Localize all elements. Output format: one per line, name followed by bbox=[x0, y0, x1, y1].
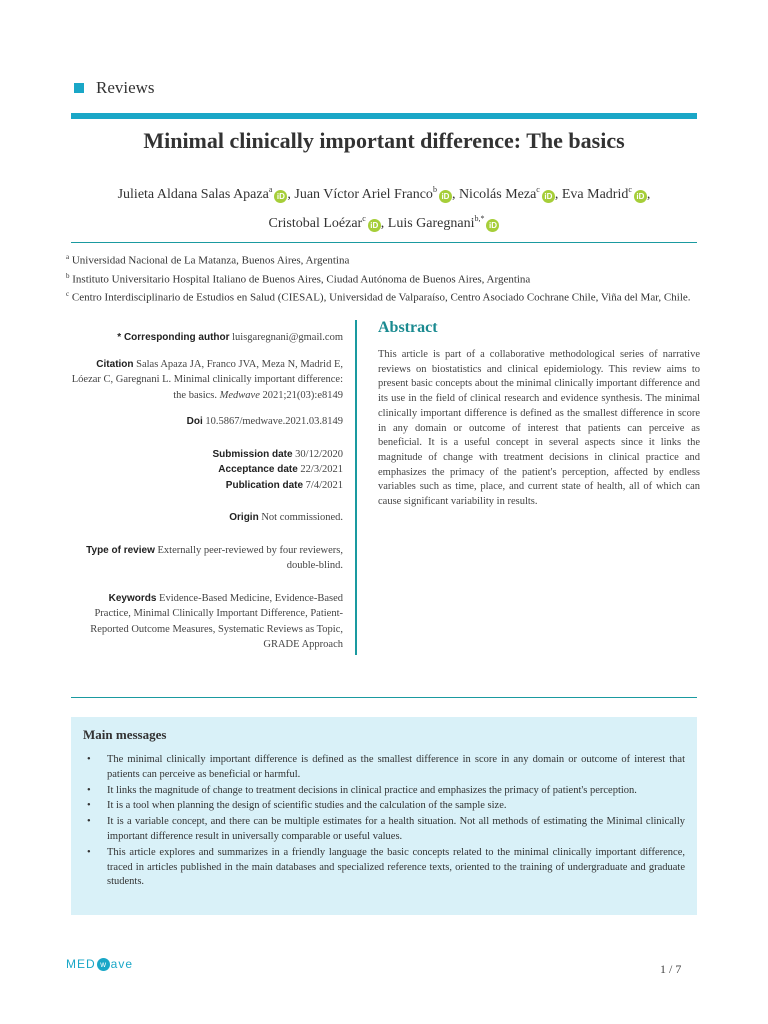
column-divider bbox=[355, 320, 357, 655]
main-message-item: • It is a variable concept, and there can be multiple estimates for a health situation. Not all methods of estimating the Minimal clinically important difference result in universally comparable or useful values. bbox=[87, 816, 685, 842]
abstract-body: This article is part of a collaborative methodological series of narrative reviews on biostatistics and clinical epidemiology. This review aims to present basic concepts about the minimal clinically important difference and its use in the field of clinical research and evidence synthesis. The minimal clinically important difference is defined as the smallest difference in score in any domain or outcome of interest that patients can perceive as beneficial. It is a useful concept in several aspects since it links the magnitude of change with treatment decisions in clinical practice and emphasizes the primacy of the patient's perception, affected by endless variables such as time, place, and current state of health, all of which can cause significant variability in results. bbox=[378, 349, 700, 508]
doi: Doi 10.5867/medwave.2021.03.8149 bbox=[186, 416, 343, 427]
author bbox=[118, 187, 295, 202]
review-type: Type of review Externally peer-reviewed by four reviewers, double-blind. bbox=[86, 544, 343, 571]
citation: Citation Salas Apaza JA, Franco JVA, Meza N, Madrid E, Lóezar C, Garegnani L. Minimal clinically important difference: the basics. Medwave 2021;21(03):e8149 bbox=[71, 358, 343, 401]
submission-date: Submission date 30/12/2020 bbox=[212, 448, 343, 460]
main-message-item: • It is a tool when planning the design of scientific studies and the calculation of the sample size. bbox=[83, 799, 685, 814]
main-messages-box bbox=[71, 717, 697, 915]
author-affiliation-mark: a bbox=[268, 185, 273, 194]
author-separator: , bbox=[646, 187, 651, 202]
author bbox=[269, 216, 388, 231]
article-metadata bbox=[71, 330, 343, 664]
medwave-logo: MED w ave bbox=[66, 957, 134, 971]
orcid-icon[interactable]: iD bbox=[274, 190, 287, 203]
author-affiliation-mark: c bbox=[628, 185, 632, 194]
author-separator: , bbox=[380, 216, 388, 231]
author-affiliation-mark: b,* bbox=[474, 214, 485, 223]
author-affiliation-mark: c bbox=[362, 214, 366, 223]
affiliation: $^c$ Centro Interdisciplinario de Estudios en Salud (CIESAL), Universidad de Valparaíso, Centro Asociado Cochrane Chile, Viña del Mar, Chile. bbox=[66, 290, 691, 304]
bullet-icon: • bbox=[87, 846, 91, 858]
header-rule bbox=[71, 113, 697, 119]
corresponding-author: * Corresponding author luisgaregnani@gmail.com bbox=[117, 332, 343, 343]
orcid-icon[interactable]: iD bbox=[368, 219, 381, 232]
bullet-icon: • bbox=[87, 754, 91, 765]
author-list bbox=[71, 178, 697, 236]
main-message-item: • It links the magnitude of change to treatment decisions in clinical practice and emphasizes the primacy of patient's perception. bbox=[83, 784, 685, 799]
doi-link[interactable]: 10.5867/medwave.2021.03.8149 bbox=[205, 416, 343, 427]
origin: Origin Not commissioned. bbox=[229, 512, 343, 523]
orcid-icon[interactable]: iD bbox=[634, 190, 647, 203]
orcid-icon[interactable]: iD bbox=[542, 190, 555, 203]
author-separator: , bbox=[287, 187, 295, 202]
author bbox=[562, 187, 651, 202]
main-messages-list bbox=[83, 753, 685, 890]
main-messages-heading: Main messages bbox=[83, 727, 167, 742]
main-message-item: • The minimal clinically important difference is defined as the smallest difference in score in any domain or outcome of interest that patients can perceive as beneficial or harmful. bbox=[87, 754, 685, 780]
author-name: Juan Víctor Ariel Franco bbox=[294, 187, 433, 202]
orcid-icon[interactable]: iD bbox=[486, 219, 499, 232]
bullet-icon: • bbox=[87, 784, 91, 796]
section-tag bbox=[74, 78, 155, 98]
section-square-icon bbox=[74, 83, 84, 93]
abstract-heading: Abstract bbox=[378, 319, 438, 336]
affiliation-list bbox=[66, 250, 702, 306]
author-separator: , bbox=[451, 187, 459, 202]
bullet-icon: • bbox=[87, 800, 91, 812]
author bbox=[294, 187, 459, 202]
author-name: Nicolás Meza bbox=[458, 187, 537, 202]
section-label: Reviews bbox=[96, 78, 155, 97]
affiliation: $^a$ Universidad Nacional de La Matanza, Buenos Aires, Argentina bbox=[66, 253, 350, 267]
author-affiliation-mark: c bbox=[536, 185, 540, 194]
page-number: 1 / 7 bbox=[660, 962, 682, 976]
author-name: Cristobal Loézar bbox=[268, 216, 363, 231]
wave-icon: w bbox=[97, 958, 110, 971]
author-affiliation-mark: b bbox=[432, 185, 437, 194]
author-name: Luis Garegnani bbox=[387, 216, 475, 231]
author bbox=[388, 216, 500, 231]
author-name: Eva Madrid bbox=[561, 187, 629, 202]
author-name: Julieta Aldana Salas Apaza bbox=[117, 187, 269, 202]
keywords: Keywords Evidence-Based Medicine, Evidence-Based Practice, Minimal Clinically Important Difference, Patient-Reported Outcome Measures, Systematic Reviews as Topic, GRADE Approach bbox=[90, 592, 343, 650]
acceptance-date: Acceptance date 22/3/2021 bbox=[218, 464, 343, 475]
author bbox=[459, 187, 562, 202]
corresponding-email[interactable]: luisgaregnani@gmail.com bbox=[232, 332, 343, 343]
affiliation: $^b$ Instituto Universitario Hospital Italiano de Buenos Aires, Ciudad Autónoma de Buenos Aires, Argentina bbox=[66, 271, 531, 286]
authors-divider bbox=[71, 242, 697, 243]
author-separator: , bbox=[554, 187, 562, 202]
bullet-icon: • bbox=[87, 816, 91, 828]
orcid-icon[interactable]: iD bbox=[439, 190, 452, 203]
abstract-divider bbox=[71, 697, 697, 698]
article-title: Minimal clinically important difference: The basics bbox=[143, 128, 625, 153]
main-message-item: • This article explores and summarizes in a friendly language the basic concepts related to the minimal clinically important difference, traced in articles published in the main databases and specialized reference texts, oriented to the training of undergraduate and graduate students. bbox=[87, 846, 685, 888]
publication-date: Publication date 7/4/2021 bbox=[225, 479, 343, 491]
